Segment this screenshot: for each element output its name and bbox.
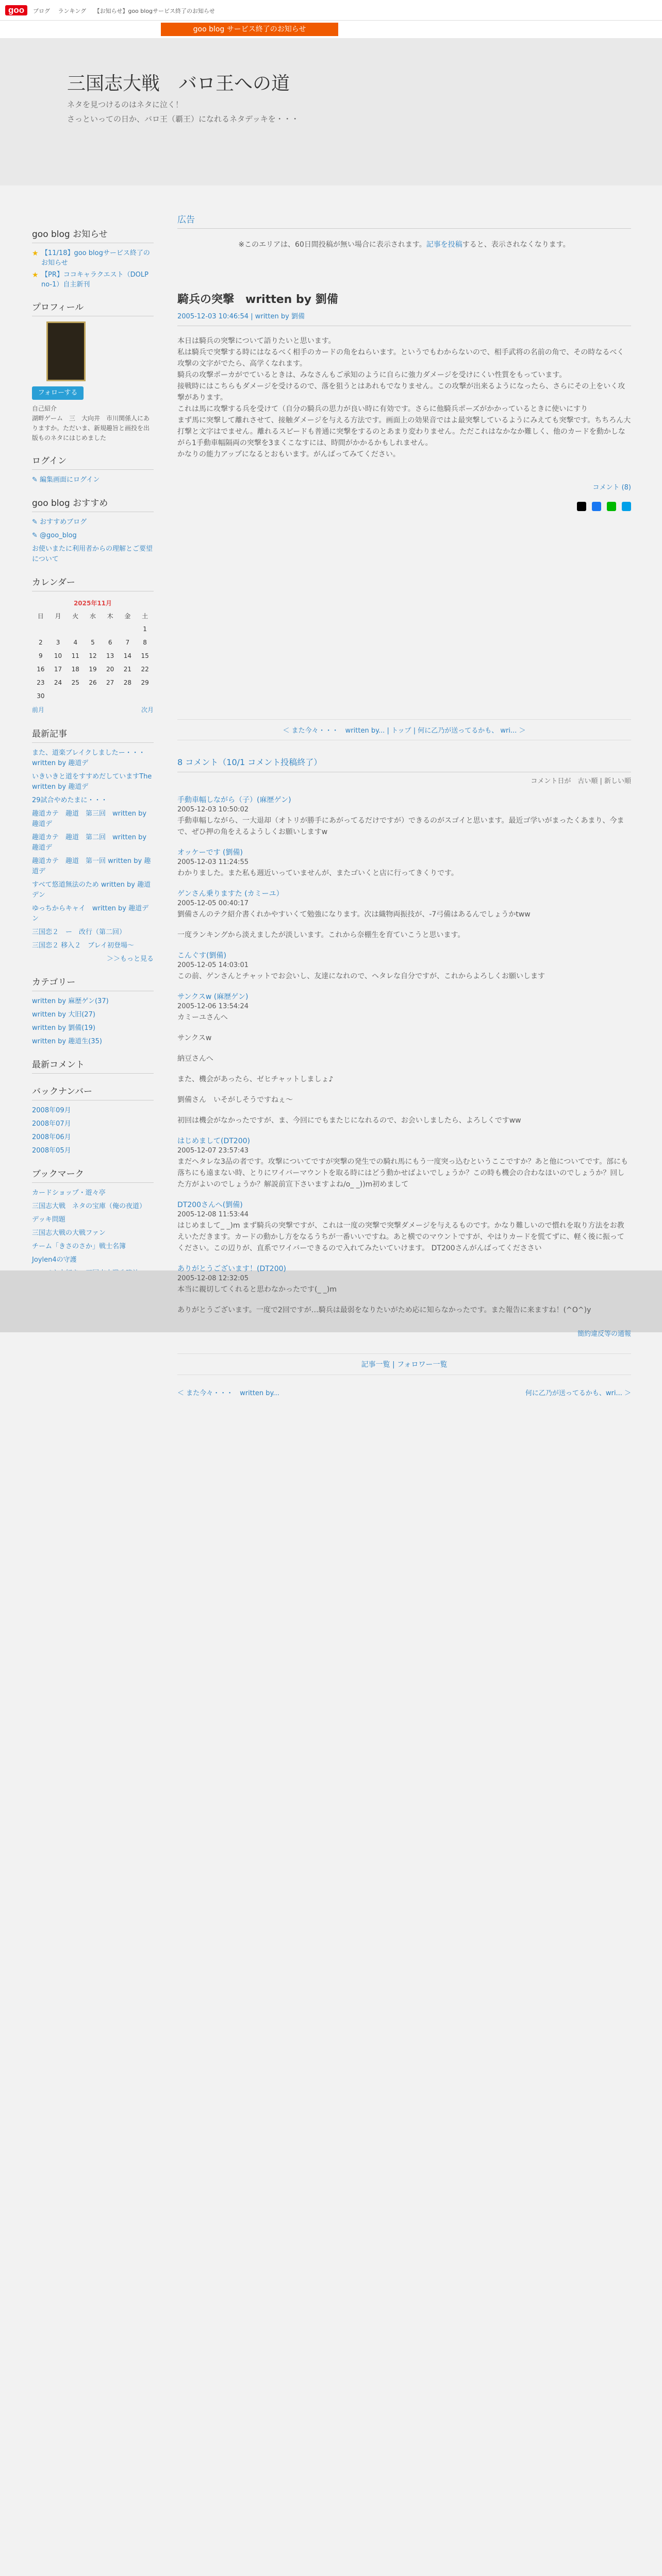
calendar-day xyxy=(49,689,67,703)
login-heading: ログイン xyxy=(32,453,154,470)
comment-date: 2005-12-08 11:53:44 xyxy=(177,1211,249,1218)
comment-body: まだヘタレな3品の者です。攻撃についてですが突撃の発生での騎れ馬にもう一度突っ込むというここですか？あと他についてです。部にも落ちにも遠まない時、とりにワイバーマウントを取る時にはどう動かせばよいでしょうか？この時も機会の合わなほいのでしょうか？回した方がよいのでしょうか？解説前宣下さいますよね/o_ _))m初めまして xyxy=(177,1158,628,1189)
blog-title[interactable]: 三国志大戦 バロ王への道 xyxy=(67,73,290,94)
category-link[interactable]: written by 大旧(27) xyxy=(32,1011,95,1019)
calendar-day[interactable]: 3 xyxy=(56,639,60,646)
next-article-link[interactable]: 何に乙乃が送ってるかも、wri... ＞ xyxy=(525,1389,631,1397)
article-paragraph: これは馬に攻撃する兵を受けて（自分の騎兵の思力が良い時に有効です。さらに他騎兵ポーズがかかっているときに使いにすり xyxy=(177,405,588,413)
follow-button[interactable]: フォローする xyxy=(32,386,84,400)
comment xyxy=(177,1053,631,1064)
article-paragraph: 接戦時にはこちらもダメージを受けるので、落を狙うとはあれもでなりません。この攻撃が出来るようになったら、さらにその上をいく攻撃があります。 xyxy=(177,382,625,402)
comment-date: 2005-12-03 11:24:55 xyxy=(177,858,249,866)
comment-body: 劉備さんのテク紹介書くれかやすいくて勉強になります。次は織物両振技が、-7弓備はあるんでしょうかtww xyxy=(177,910,531,919)
comment-body: わかりました。また私も週近いっていませんが、またゴいくと店に行ってきくりです。 xyxy=(177,869,458,877)
calendar-next[interactable]: 次月 xyxy=(141,706,154,714)
calendar-day[interactable]: 26 xyxy=(89,679,97,686)
comment xyxy=(177,1074,631,1085)
category-link[interactable]: written by 趣道生(35) xyxy=(32,1038,102,1045)
calendar-day xyxy=(136,689,154,703)
recent-article-link[interactable]: 三国恋２ ー 改行（第二回） xyxy=(32,928,126,936)
backnumber-heading: バックナンバー xyxy=(32,1084,154,1100)
article-list-links[interactable]: 記事一覧 | フォロワー一覧 xyxy=(177,1353,631,1375)
comment xyxy=(177,794,631,838)
backnumber-link[interactable]: 2008年05月 xyxy=(32,1147,71,1155)
comment-date: 2005-12-08 12:32:05 xyxy=(177,1275,249,1282)
calendar-day[interactable]: 27 xyxy=(106,679,114,686)
calendar-day[interactable]: 15 xyxy=(141,652,149,659)
star-icon: ★ xyxy=(32,271,39,279)
bottom-pager xyxy=(177,1387,631,1397)
calendar-day[interactable]: 4 xyxy=(73,639,78,646)
category-link[interactable]: written by 劉備(19) xyxy=(32,1024,95,1032)
calendar-day[interactable]: 17 xyxy=(54,666,62,673)
comment-body: この前、ゲンさんとチャットでお会いし、友達になれので、ヘタレな自分ですが、これからよろしくお願いします xyxy=(177,972,545,980)
comment xyxy=(177,1032,631,1044)
blog-header xyxy=(0,38,662,185)
recent-article-link[interactable]: 趣道カテ 趣道 第一回 written by 趣道デ xyxy=(32,857,151,875)
calendar-day[interactable]: 28 xyxy=(123,679,131,686)
prev-article-link[interactable]: ＜ また今々・・・ written by... xyxy=(177,1389,279,1397)
comment-sort[interactable]: コメント日が 古い順 | 新しい順 xyxy=(531,777,631,785)
recent-comments-heading: 最新コメント xyxy=(32,1057,154,1074)
comment-author[interactable]: サンクスw (麻歴ゲン) xyxy=(177,993,249,1001)
twitter-link[interactable]: ✎ @goo_blog xyxy=(32,532,77,539)
calendar-day[interactable]: 8 xyxy=(143,639,147,646)
report-link[interactable]: 簡約違反等の通報 xyxy=(577,1330,631,1338)
calendar-day[interactable]: 14 xyxy=(123,652,131,659)
comment-author[interactable]: DT200さんへ(劉備) xyxy=(177,1201,243,1209)
recent-article-link[interactable]: すべて悠道無法のため written by 趣道デン xyxy=(32,881,151,899)
comment xyxy=(177,888,631,920)
goo-logo[interactable]: goo xyxy=(5,5,27,15)
comment-date: 2005-12-05 00:40:17 xyxy=(177,900,249,907)
recent-article-link[interactable]: 三国恋２ 移入２ ブレイ初登場～ xyxy=(32,942,134,950)
bookmark-link[interactable]: チーム「きさのさか」戦士名簿 xyxy=(32,1243,126,1250)
calendar-day xyxy=(102,622,119,636)
calendar-day[interactable]: 18 xyxy=(71,666,79,673)
calendar-caption: 2025年11月 xyxy=(73,599,112,607)
comment xyxy=(177,991,631,1023)
calendar-day[interactable]: 24 xyxy=(54,679,62,686)
article-pager[interactable]: ＜ また今々・・・ written by... | トップ | 何に乙乃が送ってるかも、 wri... ＞ xyxy=(177,719,631,740)
calendar-day[interactable]: 5 xyxy=(91,639,95,646)
blog-description-2: さっといっての日か、バロ王（覇王）になれるネタデッキを・・・ xyxy=(67,114,299,124)
bookmark-link[interactable]: 三国志大戦の大戦ファン xyxy=(32,1229,106,1237)
calendar-day xyxy=(84,622,102,636)
calendar-day[interactable]: 16 xyxy=(37,666,45,673)
comment-author[interactable]: ありがとうございます！(DT200) xyxy=(177,1265,286,1273)
hatena-share-icon[interactable] xyxy=(622,502,631,511)
recent-article-link[interactable]: 趣道カテ 趣道 第二回 written by 趣道デ xyxy=(32,834,147,852)
nav-blog[interactable]: ブログ xyxy=(33,8,50,14)
top-bar xyxy=(0,0,662,21)
sidebar xyxy=(32,227,154,1295)
ad-heading: 広告 xyxy=(177,212,631,229)
calendar-day[interactable]: 7 xyxy=(125,639,130,646)
calendar-day[interactable]: 22 xyxy=(141,666,149,673)
article-paragraph: 騎兵の攻撃ポーカがでているときは、みなさんもご承知のように自らに強力ダメージを受けにくい性質をもっています。 xyxy=(177,371,567,379)
calendar-week xyxy=(32,636,154,649)
category-heading: カテゴリー xyxy=(32,975,154,991)
calendar-day[interactable]: 2 xyxy=(39,639,43,646)
comment-body: はじめまして_ _)m まず騎兵の突撃ですが、これは一度の突撃で突撃ダメージを与えるものです。かなり難しいので慣れを取り方法をお教えいただきます。カードの動かし方をなるうちが一番いいですね。あと横でのマウントですが、やはりカードを慌てずに、軽く後に振ってください。この辺りが、直系でワイバーできるので入れてみたいていけます。 DT200さんがんばってくだささい xyxy=(177,1222,624,1252)
comment-date: 2005-12-03 10:50:02 xyxy=(177,806,249,814)
comment-body: 一度ランキングから淡えましたが淡しいます。これから奈棚生を育ていこうと思います。 xyxy=(177,931,465,939)
x-share-icon[interactable] xyxy=(577,502,586,511)
login-link[interactable]: ✎ 編集画面にログイン xyxy=(32,476,100,484)
nav-notice[interactable]: 【お知らせ】goo blogサービス終了のお知らせ xyxy=(94,8,215,14)
service-end-notice-link[interactable]: goo blog サービス終了のお知らせ xyxy=(161,23,338,36)
recommend-heading: goo blog おすすめ xyxy=(32,496,154,512)
comment-author[interactable]: オッケーです (劉備) xyxy=(177,849,243,857)
comment xyxy=(177,1115,631,1126)
calendar-week xyxy=(32,676,154,689)
article-body xyxy=(177,335,631,460)
calendar-day xyxy=(102,689,119,703)
recent-article-link[interactable]: いきいきと道をすすめだしていますThe written by 趣道デ xyxy=(32,773,152,791)
calendar-day[interactable]: 12 xyxy=(89,652,97,659)
calendar-day[interactable]: 10 xyxy=(54,652,62,659)
comment xyxy=(177,950,631,982)
calendar-day[interactable]: 23 xyxy=(37,679,45,686)
calendar-weekdays: 日 月 火 水 木 金 土 xyxy=(37,612,148,620)
nav-ranking[interactable]: ランキング xyxy=(58,8,87,14)
calendar-day[interactable]: 21 xyxy=(123,666,131,673)
calendar-day[interactable]: 6 xyxy=(108,639,112,646)
share-buttons xyxy=(177,502,631,513)
comment-list xyxy=(177,794,631,1316)
calendar-week xyxy=(32,663,154,676)
category-link[interactable]: written by 麻歴ゲン(37) xyxy=(32,997,109,1005)
calendar-day[interactable]: 20 xyxy=(106,666,114,673)
service-banner xyxy=(0,21,662,38)
bookmark-link[interactable]: カードショップ・遊々亭 xyxy=(32,1189,106,1197)
bookmark-link[interactable]: デッキ問題 xyxy=(32,1216,65,1224)
comment xyxy=(177,1094,631,1106)
calendar-day[interactable]: 29 xyxy=(141,679,149,686)
calendar-day xyxy=(84,689,102,703)
comment xyxy=(177,1136,631,1190)
backnumber-link[interactable]: 2008年07月 xyxy=(32,1120,71,1128)
article-paragraph: かなりの能力アップになるとおもいます。がんばってみてください。 xyxy=(177,450,400,459)
calendar-heading: カレンダー xyxy=(32,575,154,591)
calendar-day[interactable]: 19 xyxy=(89,666,97,673)
article-paragraph: 本日は騎兵の突撃について語りたいと思います。 xyxy=(177,337,336,345)
recent-article-link[interactable]: 29試合やめたまに・・・ xyxy=(32,796,108,804)
comment xyxy=(177,929,631,941)
comments-heading: 8 コメント（10/1 コメント投稿終了） xyxy=(177,756,631,772)
calendar-day xyxy=(119,689,137,703)
blog-description: ネタを見つけるのはネタに泣く！ xyxy=(67,100,184,109)
calendar-week xyxy=(32,689,154,703)
article-paragraph: まず馬に突撃して離れさせて、接触ダメージを与える方法です。画面上の効果音ではよ最突撃しているようにみえても突撃です。ちちろん大打撃と文字はでません。離れるスピードも普通に突撃をするのとあまり変わりません。ただこれはなかなか難しく、他のカードを動かしながら1手動車幅隔両の突撃を3まくこなすには、時間がかかるかもしれません。 xyxy=(177,416,631,447)
calendar-day xyxy=(49,622,67,636)
comment-body: 手動車幅しながら、一大退却（オトリが勝手にあがってるだけですが）できるのがスゴイと思います。最近ゴ学いがまったくあまり、今まで、ぜひ押の角をえるようしくお願いしますw xyxy=(177,817,624,836)
calendar-day[interactable]: 13 xyxy=(106,652,114,659)
recent-article-link[interactable]: また、道楽ブレイクしましたー・・・ written by 趣道デ xyxy=(32,749,152,767)
profile-text: 湖畔ゲーム 三 大向井 市川関係人にありますか。ただいま、新規趣旨と画投を出版ものネタにはじめました xyxy=(32,415,150,442)
calendar-day[interactable]: 25 xyxy=(71,679,79,686)
user-request-link[interactable]: お使いまたに利用者からの理解とご要望について xyxy=(32,545,153,563)
bookmark-link[interactable]: Joylen4の守護 xyxy=(32,1256,77,1264)
calendar-day[interactable]: 1 xyxy=(143,625,147,633)
line-share-icon[interactable] xyxy=(607,502,616,511)
calendar-day xyxy=(32,622,49,636)
recommended-blogs-link[interactable]: ✎ おすすめブログ xyxy=(32,518,87,526)
comment-author[interactable]: ゲンさん乗りますた (カミーユ） xyxy=(177,890,284,898)
calendar-day[interactable]: 30 xyxy=(37,692,45,700)
profile-name: 自己紹介 xyxy=(32,405,57,412)
backnumber-link[interactable]: 2008年06月 xyxy=(32,1133,71,1141)
post-article-link[interactable]: 記事を投稿 xyxy=(426,241,462,249)
calendar-week xyxy=(32,622,154,636)
facebook-share-icon[interactable] xyxy=(592,502,601,511)
comment-body: 納豆さんへ xyxy=(177,1055,213,1063)
comment-author[interactable]: はじめまして(DT200) xyxy=(177,1137,250,1145)
backnumber-link[interactable]: 2008年09月 xyxy=(32,1107,71,1114)
comment-body: 初回は機会がなかったですが、ま、今回にでもまたじになれるので、お会いしましたら、よろしくですww xyxy=(177,1116,521,1125)
comment-body: 劉備さん いそがしそうですねぇ～ xyxy=(177,1096,293,1104)
bookmark-heading: ブックマーク xyxy=(32,1166,154,1183)
comment-date: 2005-12-05 14:03:01 xyxy=(177,961,249,969)
comment xyxy=(177,847,631,879)
comment xyxy=(177,1304,631,1316)
notice-item[interactable]: ★ 【11/18】goo blogサービス終了のお知らせ xyxy=(32,249,150,267)
comment-body: また、機会があったら、ゼヒチャットしましょ♪ xyxy=(177,1075,334,1083)
comment-date: 2005-12-07 23:57:43 xyxy=(177,1147,249,1155)
comment-body: カミーユさんへ xyxy=(177,1013,228,1022)
calendar-day xyxy=(67,622,84,636)
calendar-day[interactable]: 11 xyxy=(71,652,79,659)
ad-note: ※このエリアは、60日間投稿が無い場合に表示されます。記事を投稿すると、表示されなくなります。 xyxy=(238,241,570,249)
comment-body: 本当に親切してくれると思わなかったです(_ _)m xyxy=(177,1285,337,1294)
comment-body: サンクスw xyxy=(177,1034,212,1042)
comment-body: ありがとうございます。一度で2回ですが…騎兵は最弱をなりたいがため応に知らなかったです。また報告に来ますね！(^O^)y xyxy=(177,1306,591,1314)
more-link[interactable]: ＞＞もっと見る xyxy=(106,955,154,963)
comment-count-link[interactable]: コメント (8) xyxy=(592,484,631,492)
recent-article-link[interactable]: 趣道カテ 趣道 第三回 written by 趣道デ xyxy=(32,810,147,828)
avatar[interactable] xyxy=(46,321,86,381)
comment xyxy=(177,1199,631,1254)
article-paragraph: 私は騎兵で突撃する時にはなるべく相手のカードの角をねらいます。というでもわからないので、相手武将の名前の角で、その時なるべく攻撃の文字がでたら、高学くなれます。 xyxy=(177,348,624,368)
calendar-day[interactable]: 9 xyxy=(39,652,43,659)
calendar-day xyxy=(67,689,84,703)
comment-date: 2005-12-06 13:54:24 xyxy=(177,1003,249,1010)
calendar-week xyxy=(32,649,154,663)
calendar-day xyxy=(119,622,137,636)
top-nav xyxy=(33,7,221,15)
calendar xyxy=(32,597,154,716)
recent-heading: 最新記事 xyxy=(32,726,154,743)
profile-heading: プロフィール xyxy=(32,300,154,316)
comment xyxy=(177,1263,631,1295)
article-meta: 2005-12-03 10:46:54 | written by 劉備 xyxy=(177,311,631,326)
bookmark-link[interactable]: 三国志大戦 ネタの宝庫（俺の夜道） xyxy=(32,1202,146,1210)
notice-heading: goo blog お知らせ xyxy=(32,227,154,243)
calendar-prev[interactable]: 前月 xyxy=(32,706,45,714)
star-icon: ★ xyxy=(32,249,39,258)
comment-author[interactable]: こんぐす(劉備) xyxy=(177,952,226,960)
recent-article-link[interactable]: ゆっちからキャイ written by 趣道デン xyxy=(32,905,149,923)
comment-author[interactable]: 手動車幅しながら（子）(麻歴ゲン) xyxy=(177,796,291,804)
main-content xyxy=(177,212,631,1397)
article-title[interactable]: 騎兵の突撃 written by 劉備 xyxy=(177,293,338,306)
notice-item[interactable]: ★ 【PR】ココキャラクエスト（DOLP no-1）自主新刊 xyxy=(32,271,148,289)
